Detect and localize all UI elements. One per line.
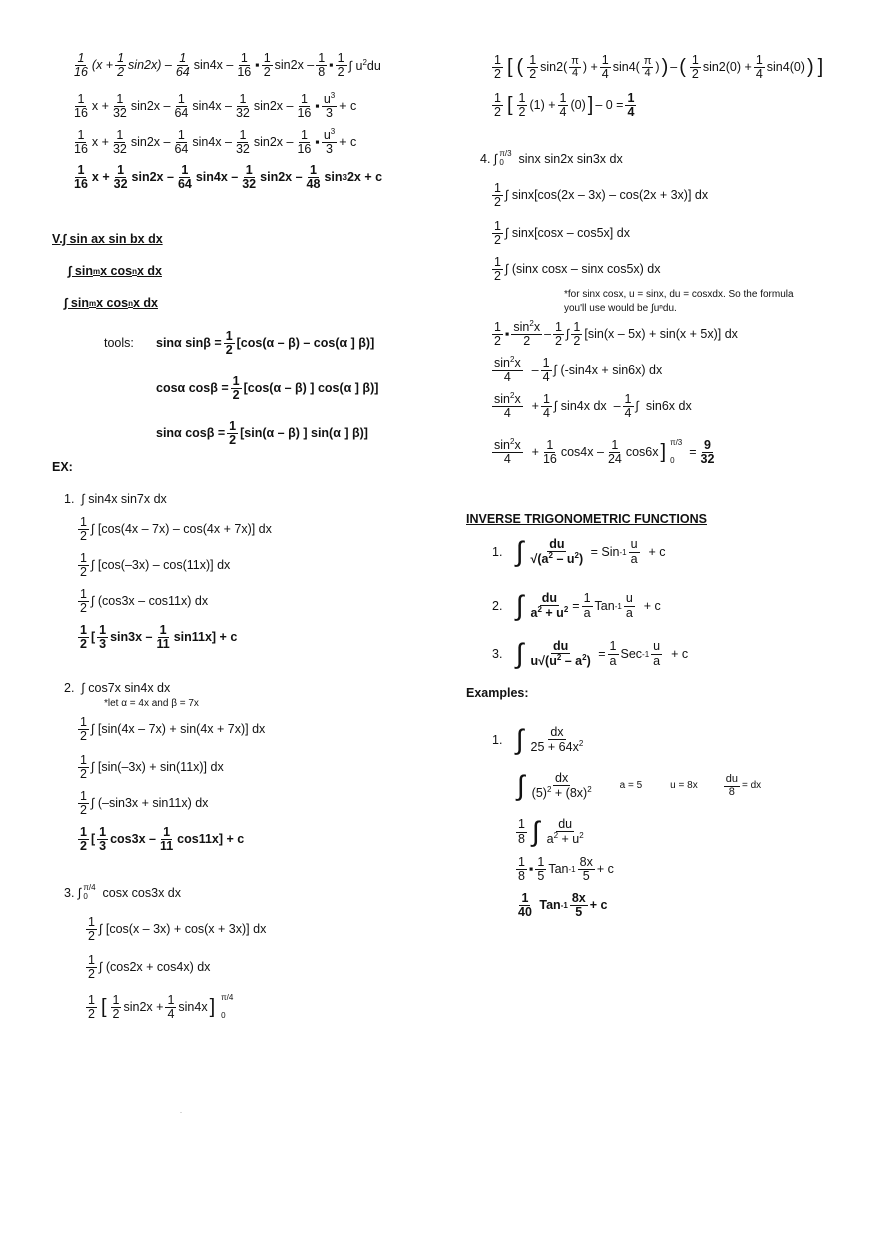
top-line-4: $\frac{1}{16}$ x + $\frac{1}{32}$ sin2x – $\frac{1}{64}$ sin4x – $\frac{1}{32}$ sin2x – $\frac{1}{48}$ sin 3 2x + c: [74, 163, 383, 192]
ex3-step2: $\frac{1}{2}$ ∫ (cos2x + cos4x) dx: [88, 953, 211, 982]
tool-2: cosα cosβ = $\frac{1}{2}$ [cos(α – β) ] cos(α ] β)]: [156, 374, 379, 403]
formula-2: 2. ∫ $\frac{du}{a^2 + u^2}$ = $\frac{1}{a}$ Tan -1 $\frac{u}{a}$ + c: [492, 590, 661, 621]
ex2-step3: $\frac{1}{2}$ ∫ (–sin3x + sin11x) dx: [80, 789, 209, 818]
tool-1: sinα sinβ = $\frac{1}{2}$ [cos(α – β) – cos(α ] β)]: [156, 329, 375, 358]
ex1-step4: $\frac{1}{2}$ [ $\frac{1}{3}$ sin3x – $\frac{1}{11}$ sin11x] + c: [80, 623, 238, 652]
section-v-sub2: ∫ sin m x cos n x dx: [64, 296, 158, 310]
ex3-problem: 3. ∫ π/4 0 cosx cos3x dx: [64, 883, 182, 901]
ex1-step2: $\frac{1}{2}$ ∫ [cos(–3x) – cos(11x)] dx: [80, 551, 231, 580]
ex1-step1: $\frac{1}{2}$ ∫ [cos(4x – 7x) – cos(4x + 7x)] dx: [80, 515, 272, 544]
ex4-step2: $\frac{1}{2}$ ∫ sinx[cosx – cos5x] dx: [494, 219, 630, 248]
ex4-step6: $\frac{\sin^2x}{4}$ + $\frac{1}{4}$ ∫ sin4x dx – $\frac{1}{4}$ ∫ sin6x dx: [494, 391, 692, 421]
tools-label: tools:: [104, 336, 134, 350]
inverse-trig-title: INVERSE TRIGONOMETRIC FUNCTIONS: [466, 512, 707, 526]
ex3-step1: $\frac{1}{2}$ ∫ [cos(x – 3x) + cos(x + 3x)] dx: [88, 915, 267, 944]
ex-label: EX:: [52, 460, 73, 474]
section-v-title: V.∫ sin ax sin bx dx: [52, 232, 163, 246]
section-v-sub1: ∫ sin m x cos n x dx: [68, 264, 162, 278]
u-note: u = 8x: [670, 780, 698, 792]
ex2-note: *let α = 4x and β = 7x: [104, 698, 199, 709]
ex4-step3: $\frac{1}{2}$ ∫ (sinx cosx – sinx cos5x) dx: [494, 255, 661, 284]
ex4-step4: $\frac{1}{2}$ ▪ $\frac{\sin^2x}{2}$ – $\frac{1}{2}$ ∫ $\frac{1}{2}$ [sin(x – 5x) + sin(x + 5x)] dx: [494, 319, 738, 349]
ex4-step5: $\frac{\sin^2x}{4}$ – $\frac{1}{4}$ ∫ (-sin4x + sin6x) dx: [494, 355, 663, 385]
ex2-step1: $\frac{1}{2}$ ∫ [sin(4x – 7x) + sin(4x + 7x)] dx: [80, 715, 266, 744]
a-note: a = 5: [619, 780, 643, 792]
ex4-problem: 4. ∫ π/3 0 sinx sin2x sin3x dx: [480, 149, 623, 167]
ex1-step3: $\frac{1}{2}$ ∫ (cos3x – cos11x) dx: [80, 587, 209, 616]
ex4-note-2: you'll use would be ∫uⁿdu.: [564, 303, 677, 314]
top-line-2: $\frac{1}{16}$ x + $\frac{1}{32}$ sin2x – $\frac{1}{64}$ sin4x – $\frac{1}{32}$ sin2x – $\frac{1}{16}$ ▪ $\frac{u^3}{3}$ + c: [74, 91, 357, 121]
inv-ex1-step1: ∫ $\frac{dx}{(5)^2 + (8x)^2}$ a = 5 u = 8x $\frac{du}{8}$ = dx: [517, 770, 762, 801]
stray-mark: -: [180, 1110, 182, 1116]
top-line-1: $\frac{1}{16}$ (x + $\frac{1}{2}$ sin2x) – $\frac{1}{64}$ sin4x – $\frac{1}{16}$ ▪ $\frac{1}{2}$ sin2x – $\frac{1}{8}$ ▪ $\frac{1}{2}$ ∫ $u^2du$: [74, 51, 381, 80]
tool-3: sinα cosβ = $\frac{1}{2}$ [sin(α – β) ] sin(α ] β)]: [156, 419, 368, 448]
ex2-step4: $\frac{1}{2}$ [ $\frac{1}{3}$ cos3x – $\frac{1}{11}$ cos11x] + c: [80, 825, 245, 854]
right-step-1: $\frac{1}{2}$ [ ( $\frac{1}{2}$ sin2( $\frac{\pi}{4}$ ) + $\frac{1}{4}$ sin4( $\frac{\pi}{4}$ ) ) – ( $\frac{1}{2}$ sin2(0) + $\frac{1}{4}$ sin4(0) ) ]: [494, 53, 824, 82]
ex3-step3: $\frac{1}{2}$ [ $\frac{1}{2}$ sin2x + $\frac{1}{4}$ sin4x ] π/4 0: [88, 993, 234, 1022]
examples-label: Examples:: [466, 686, 529, 700]
formula-3: 3. ∫ $\frac{du}{u√(u^2 - a^2)}$ = $\frac{1}{a}$ Sec -1 $\frac{u}{a}$ + c: [492, 638, 689, 669]
inv-ex1-step3: $\frac{1}{8}$ ▪ $\frac{1}{5}$ Tan -1 $\frac{8x}{5}$ + c: [518, 855, 614, 884]
ex2-problem: 2. ∫ cos7x sin4x dx: [64, 681, 171, 695]
top-line-3: $\frac{1}{16}$ x + $\frac{1}{32}$ sin2x – $\frac{1}{64}$ sin4x – $\frac{1}{32}$ sin2x – $\frac{1}{16}$ ▪ $\frac{u^3}{3}$ + c: [74, 127, 357, 157]
inv-ex1-step2: $\frac{1}{8}$ ∫ $\frac{du}{a^2 + u^2}$: [518, 816, 584, 847]
formula-1: 1. ∫ $\frac{du}{√(a^2 - u^2)}$ = Sin -1 $\frac{u}{a}$ + c: [492, 536, 666, 567]
inv-ex1-step4: $\frac{1}{40}$ Tan -1 $\frac{8x}{5}$ + c: [518, 891, 608, 920]
ex4-step7: $\frac{\sin^2x}{4}$ + $\frac{1}{16}$ cos4x – $\frac{1}{24}$ cos6x ] π/3 0 = $\frac{9}{32}$: [494, 437, 715, 467]
inv-ex1-problem: 1. ∫ $\frac{dx}{25 + 64x^2}$: [492, 724, 584, 755]
du-note: $\frac{du}{8}$ = dx: [725, 773, 762, 798]
ex2-step2: $\frac{1}{2}$ ∫ [sin(–3x) + sin(11x)] dx: [80, 753, 224, 782]
ex1-problem: 1. ∫ sin4x sin7x dx: [64, 492, 167, 506]
right-step-2: $\frac{1}{2}$ [ $\frac{1}{2}$ (1) + $\frac{1}{4}$ (0) ] – 0 = $\frac{1}{4}$: [494, 91, 635, 120]
ex4-note-1: *for sinx cosx, u = sinx, du = cosxdx. So the formula: [564, 289, 794, 300]
ex4-step1: $\frac{1}{2}$ ∫ sinx[cos(2x – 3x) – cos(2x + 3x)] dx: [494, 181, 709, 210]
